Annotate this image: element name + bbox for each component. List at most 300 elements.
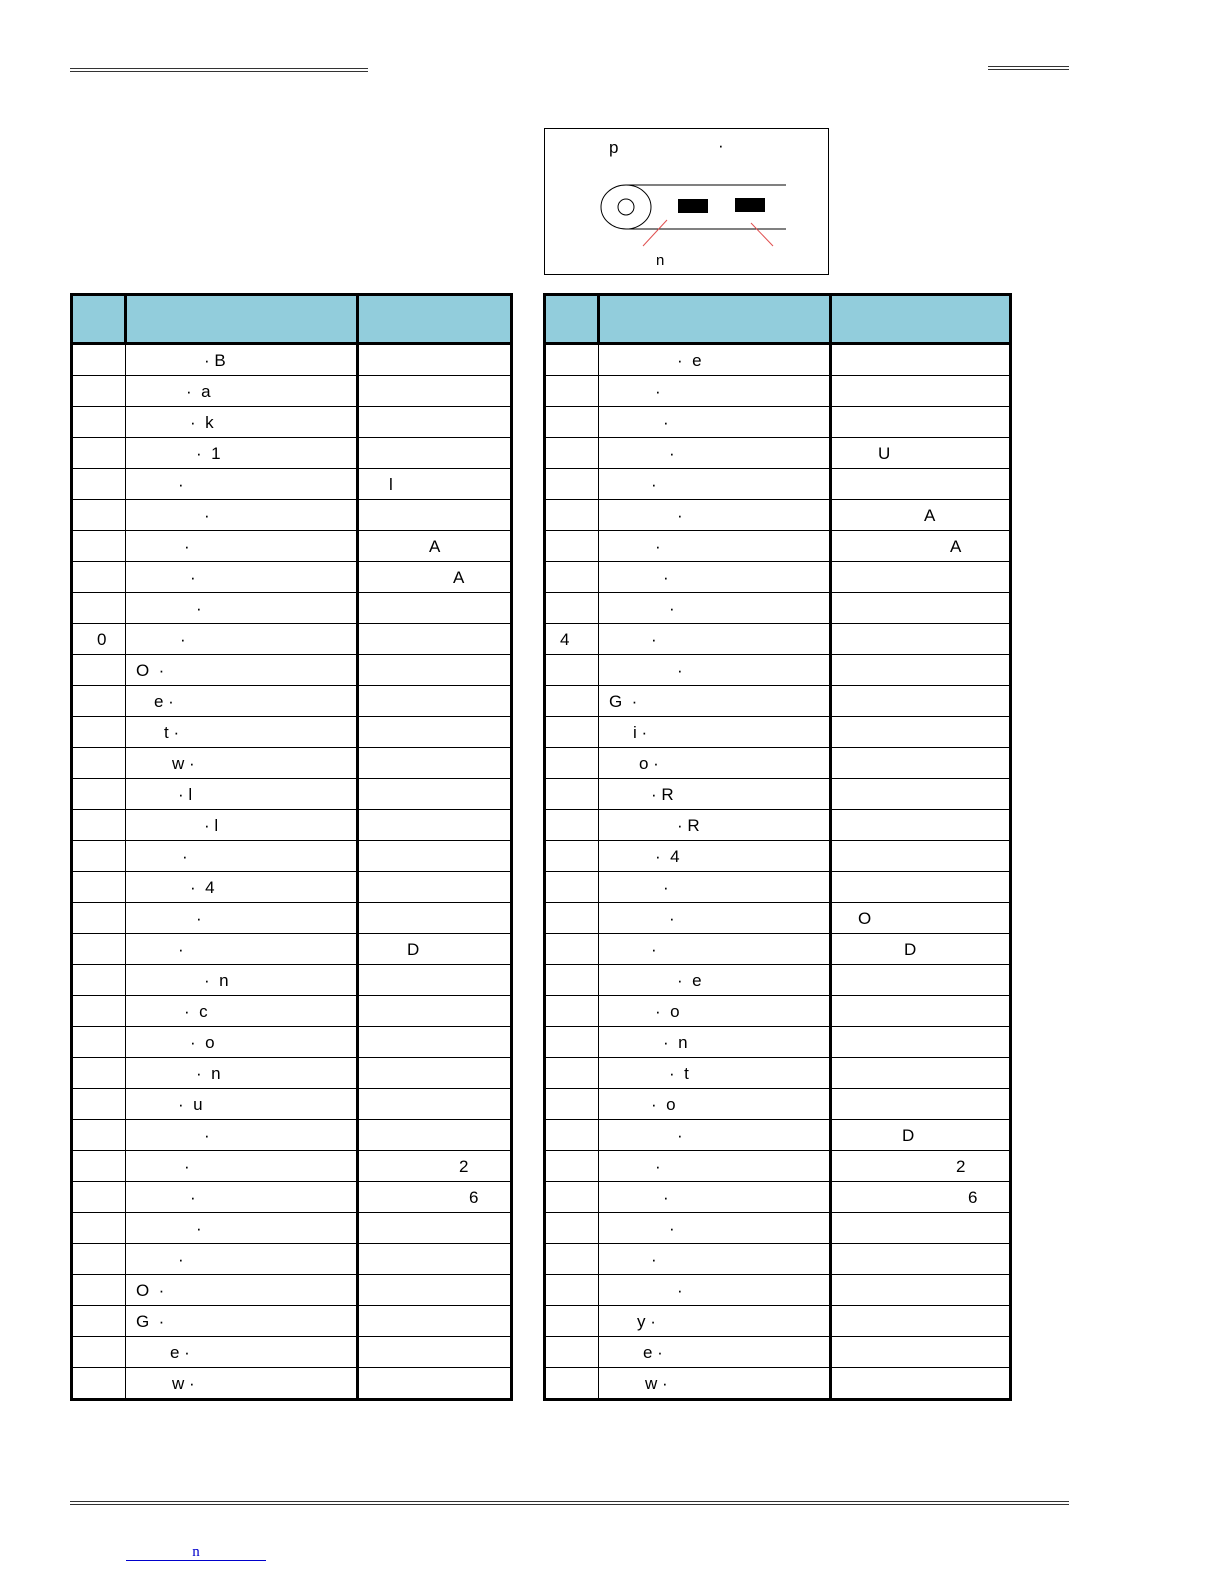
table-cell <box>599 344 831 376</box>
diagram-top-dot: · <box>718 136 724 155</box>
table-cell <box>72 779 126 810</box>
table-cell <box>358 407 512 438</box>
table-cell <box>599 1244 831 1275</box>
cell-text: · a <box>186 382 211 401</box>
table-header-row <box>72 295 512 344</box>
cell-text: · 4 <box>655 847 680 866</box>
table-cell <box>831 1213 1011 1244</box>
table-cell <box>126 779 358 810</box>
table-cell <box>72 531 126 562</box>
table-cell <box>72 500 126 531</box>
table-row <box>545 1120 1011 1151</box>
table-cell <box>545 872 599 903</box>
cell-text: · <box>184 537 190 556</box>
cell-text: · <box>184 1157 190 1176</box>
cell-text: · <box>669 444 675 463</box>
table-cell <box>358 469 512 500</box>
table-row <box>72 1368 512 1400</box>
table-cell <box>72 717 126 748</box>
table-cell <box>72 748 126 779</box>
table-cell <box>831 562 1011 593</box>
cell-text: · <box>196 599 202 618</box>
cell-text: y · <box>637 1312 656 1331</box>
table-cell <box>126 624 358 655</box>
table-cell <box>72 562 126 593</box>
table-cell <box>358 1027 512 1058</box>
table-cell <box>126 1182 358 1213</box>
table-cell <box>126 1027 358 1058</box>
table-row <box>72 686 512 717</box>
table-row <box>545 779 1011 810</box>
table-row <box>545 655 1011 686</box>
header-cell <box>599 295 831 344</box>
cell-text: A <box>453 568 465 587</box>
table-cell <box>599 996 831 1027</box>
left-pin-table <box>70 293 513 1401</box>
table-row <box>72 593 512 624</box>
table-cell <box>599 934 831 965</box>
cell-text: D <box>902 1126 915 1145</box>
table-cell <box>72 872 126 903</box>
table-cell <box>545 469 599 500</box>
table-cell <box>72 1151 126 1182</box>
table-cell <box>545 1275 599 1306</box>
table-cell <box>831 717 1011 748</box>
table-cell <box>545 531 599 562</box>
cell-text: · <box>178 1250 184 1269</box>
cell-text: e · <box>643 1343 663 1362</box>
table-cell <box>358 376 512 407</box>
table-cell <box>831 624 1011 655</box>
table-cell <box>831 1027 1011 1058</box>
table-row <box>545 1244 1011 1275</box>
table-cell <box>545 1337 599 1368</box>
table-cell <box>358 686 512 717</box>
table-cell <box>358 996 512 1027</box>
table-cell <box>599 779 831 810</box>
table-row <box>545 624 1011 655</box>
cell-text: · <box>651 940 657 959</box>
table-cell <box>358 655 512 686</box>
table-cell <box>126 438 358 469</box>
table-cell <box>831 779 1011 810</box>
table-row <box>72 655 512 686</box>
table-cell <box>358 1089 512 1120</box>
table-row <box>72 996 512 1027</box>
cell-text: · <box>669 1219 675 1238</box>
header-cell <box>545 295 599 344</box>
cell-text: · <box>677 661 683 680</box>
table-cell <box>126 1213 358 1244</box>
cell-text: · <box>651 1250 657 1269</box>
table-row <box>72 965 512 996</box>
cell-text: D <box>407 940 420 959</box>
table-cell <box>831 1368 1011 1400</box>
cell-text: A <box>429 537 441 556</box>
table-cell <box>358 934 512 965</box>
table-cell <box>72 438 126 469</box>
table-cell <box>545 1151 599 1182</box>
cell-text: O · <box>136 661 165 680</box>
table-cell <box>72 407 126 438</box>
table-cell <box>831 531 1011 562</box>
table-cell <box>545 996 599 1027</box>
table-row <box>545 965 1011 996</box>
table-cell <box>545 624 599 655</box>
table-cell <box>599 965 831 996</box>
table-cell <box>126 1337 358 1368</box>
table-cell <box>358 748 512 779</box>
cell-text: · <box>178 940 184 959</box>
table-row <box>545 872 1011 903</box>
cell-text: D <box>904 940 917 959</box>
cell-text: A <box>950 537 962 556</box>
table-cell <box>126 748 358 779</box>
table-cell <box>72 624 126 655</box>
table-row <box>545 1151 1011 1182</box>
diagram-bottom-label: n <box>656 252 665 269</box>
table-cell <box>72 810 126 841</box>
cell-text: · n <box>663 1033 688 1052</box>
table-row <box>72 531 512 562</box>
table-row <box>545 1058 1011 1089</box>
table-cell <box>599 624 831 655</box>
cell-text: · <box>196 909 202 928</box>
table-row <box>545 717 1011 748</box>
table-cell <box>358 841 512 872</box>
cell-text: w · <box>172 1374 195 1393</box>
table-cell <box>831 655 1011 686</box>
table-cell <box>126 810 358 841</box>
table-row <box>545 1275 1011 1306</box>
cell-text: 0 <box>97 630 107 649</box>
table-cell <box>545 1182 599 1213</box>
table-cell <box>358 1244 512 1275</box>
table-cell <box>599 500 831 531</box>
table-row <box>72 1089 512 1120</box>
table-cell <box>831 841 1011 872</box>
cell-text: · <box>655 537 661 556</box>
table-cell <box>126 1151 358 1182</box>
cell-text: · n <box>196 1064 221 1083</box>
table-cell <box>831 344 1011 376</box>
table-cell <box>599 717 831 748</box>
table-cell <box>126 686 358 717</box>
table-cell <box>126 469 358 500</box>
table-row <box>72 624 512 655</box>
connector-drawing <box>545 129 830 276</box>
table-cell <box>72 1120 126 1151</box>
cell-text: · <box>204 506 210 525</box>
header-cell <box>831 295 1011 344</box>
cell-text: · <box>677 506 683 525</box>
table-header-row <box>545 295 1011 344</box>
cell-text: · 1 <box>196 444 221 463</box>
table-row <box>72 469 512 500</box>
table-row <box>545 934 1011 965</box>
header-cell <box>358 295 512 344</box>
table-cell <box>126 344 358 376</box>
table-cell <box>126 500 358 531</box>
table-cell <box>831 996 1011 1027</box>
table-cell <box>126 1244 358 1275</box>
table-row <box>72 562 512 593</box>
table-cell <box>72 841 126 872</box>
cell-text: 2 <box>459 1157 469 1176</box>
table-cell <box>72 344 126 376</box>
table-row <box>72 344 512 376</box>
table-cell <box>545 686 599 717</box>
table-cell <box>599 469 831 500</box>
table-row <box>545 1337 1011 1368</box>
table-cell <box>72 1027 126 1058</box>
table-row <box>545 593 1011 624</box>
cell-text: U <box>878 444 891 463</box>
table-row <box>545 996 1011 1027</box>
cell-text: 6 <box>968 1188 978 1207</box>
table-cell <box>831 1337 1011 1368</box>
cell-text: 6 <box>469 1188 479 1207</box>
cell-text: 2 <box>956 1157 966 1176</box>
table-cell <box>831 1306 1011 1337</box>
table-cell <box>545 1306 599 1337</box>
table-cell <box>72 1275 126 1306</box>
table-row <box>72 1306 512 1337</box>
table-cell <box>358 965 512 996</box>
cell-text: e · <box>170 1343 190 1362</box>
table-cell <box>545 1213 599 1244</box>
table-cell <box>358 562 512 593</box>
table-row <box>545 810 1011 841</box>
table-row <box>545 903 1011 934</box>
table-cell <box>599 748 831 779</box>
footer-link[interactable]: n <box>126 1544 266 1561</box>
cell-text: A <box>924 506 936 525</box>
table-row <box>72 717 512 748</box>
table-row <box>72 1275 512 1306</box>
table-cell <box>599 1275 831 1306</box>
table-cell <box>358 810 512 841</box>
table-cell <box>831 1058 1011 1089</box>
table-cell <box>72 469 126 500</box>
cell-text: O · <box>136 1281 165 1300</box>
table-cell <box>126 996 358 1027</box>
table-cell <box>831 376 1011 407</box>
table-cell <box>599 1120 831 1151</box>
table-cell <box>545 965 599 996</box>
table-cell <box>358 1337 512 1368</box>
table-cell <box>831 1244 1011 1275</box>
table-cell <box>358 1213 512 1244</box>
table-cell <box>545 562 599 593</box>
table-row <box>72 934 512 965</box>
table-cell <box>358 779 512 810</box>
table-cell <box>358 872 512 903</box>
table-cell <box>831 1120 1011 1151</box>
table-cell <box>126 903 358 934</box>
table-cell <box>72 1213 126 1244</box>
table-cell <box>545 779 599 810</box>
table-row <box>545 376 1011 407</box>
cell-text: · <box>190 568 196 587</box>
table-cell <box>72 1368 126 1400</box>
cell-text: · R <box>677 816 700 835</box>
table-cell <box>545 810 599 841</box>
table-cell <box>599 407 831 438</box>
table-row <box>72 1151 512 1182</box>
table-cell <box>831 1089 1011 1120</box>
table-cell <box>72 1244 126 1275</box>
table-cell <box>545 1027 599 1058</box>
table-cell <box>358 1151 512 1182</box>
table-cell <box>126 965 358 996</box>
table-cell <box>72 1058 126 1089</box>
table-cell <box>599 562 831 593</box>
table-cell <box>126 407 358 438</box>
table-cell <box>72 965 126 996</box>
table-cell <box>831 1182 1011 1213</box>
cell-text: · <box>663 1188 669 1207</box>
table-row <box>72 1182 512 1213</box>
cell-text: · B <box>204 351 226 370</box>
table-row <box>72 748 512 779</box>
cell-text: · <box>669 909 675 928</box>
table-row <box>545 407 1011 438</box>
table-row <box>545 1306 1011 1337</box>
table-cell <box>72 934 126 965</box>
table-row <box>72 1213 512 1244</box>
table-row <box>72 1027 512 1058</box>
table-row <box>545 438 1011 469</box>
table-cell <box>126 1120 358 1151</box>
table-row <box>72 810 512 841</box>
cell-text: i · <box>633 723 648 742</box>
table-cell <box>545 1089 599 1120</box>
table-cell <box>831 903 1011 934</box>
cell-text: · c <box>184 1002 208 1021</box>
table-cell <box>545 407 599 438</box>
table-row <box>72 1337 512 1368</box>
table-cell <box>358 438 512 469</box>
table-cell <box>545 903 599 934</box>
table-cell <box>545 593 599 624</box>
table-cell <box>599 1058 831 1089</box>
cell-text: · <box>651 475 657 494</box>
table-row <box>545 1213 1011 1244</box>
cell-text: t · <box>164 723 180 742</box>
table-cell <box>72 686 126 717</box>
table-cell <box>599 1151 831 1182</box>
table-cell <box>831 1275 1011 1306</box>
diagram-top-label: p <box>609 138 619 157</box>
table-row <box>545 748 1011 779</box>
cell-text: · <box>663 413 669 432</box>
table-row <box>72 1058 512 1089</box>
table-cell <box>358 717 512 748</box>
table-cell <box>358 1306 512 1337</box>
table-cell <box>126 841 358 872</box>
cell-text: · <box>677 1126 683 1145</box>
table-cell <box>545 438 599 469</box>
table-cell <box>599 810 831 841</box>
cell-text: · <box>196 1219 202 1238</box>
cell-text: · l <box>178 785 193 804</box>
table-cell <box>126 1058 358 1089</box>
table-cell <box>126 593 358 624</box>
table-cell <box>599 1213 831 1244</box>
table-cell <box>831 1151 1011 1182</box>
table-cell <box>358 1182 512 1213</box>
table-cell <box>72 1337 126 1368</box>
cell-text: · <box>655 382 661 401</box>
table-cell <box>126 1275 358 1306</box>
connector-diagram <box>544 128 829 275</box>
table-cell <box>72 655 126 686</box>
footer-rule <box>70 1501 1069 1502</box>
table-cell <box>126 376 358 407</box>
table-cell <box>599 655 831 686</box>
cell-text: · <box>178 475 184 494</box>
table-cell <box>72 903 126 934</box>
table-row <box>545 686 1011 717</box>
cell-text: · <box>190 1188 196 1207</box>
cell-text: · <box>663 568 669 587</box>
cell-text: O <box>858 909 872 928</box>
table-row <box>72 841 512 872</box>
table-cell <box>831 965 1011 996</box>
cell-text: o · <box>639 754 659 773</box>
header-rule-right <box>988 66 1069 67</box>
table-cell <box>126 1368 358 1400</box>
cell-text: l <box>389 475 393 494</box>
table-row <box>72 1120 512 1151</box>
table-cell <box>72 593 126 624</box>
table-cell <box>599 1089 831 1120</box>
table-cell <box>126 562 358 593</box>
cell-text: G · <box>136 1312 165 1331</box>
cell-text: · <box>204 1126 210 1145</box>
cell-text: e · <box>154 692 174 711</box>
table-cell <box>126 1306 358 1337</box>
table-cell <box>72 1306 126 1337</box>
table-cell <box>545 717 599 748</box>
table-cell <box>126 655 358 686</box>
cell-text: · <box>180 630 186 649</box>
table-cell <box>358 1058 512 1089</box>
table-cell <box>599 1182 831 1213</box>
table-cell <box>599 1337 831 1368</box>
table-cell <box>545 1368 599 1400</box>
table-cell <box>599 531 831 562</box>
table-row <box>545 344 1011 376</box>
cell-text: 4 <box>560 630 570 649</box>
table-cell <box>545 1058 599 1089</box>
table-cell <box>358 531 512 562</box>
cell-text: · o <box>651 1095 676 1114</box>
header-cell <box>126 295 358 344</box>
cell-text: · <box>663 878 669 897</box>
table-cell <box>545 841 599 872</box>
table-cell <box>358 903 512 934</box>
table-cell <box>545 344 599 376</box>
table-row <box>72 872 512 903</box>
cell-text: · k <box>190 413 214 432</box>
table-cell <box>545 934 599 965</box>
table-cell <box>599 686 831 717</box>
table-row <box>72 500 512 531</box>
table-cell <box>599 872 831 903</box>
table-cell <box>72 996 126 1027</box>
